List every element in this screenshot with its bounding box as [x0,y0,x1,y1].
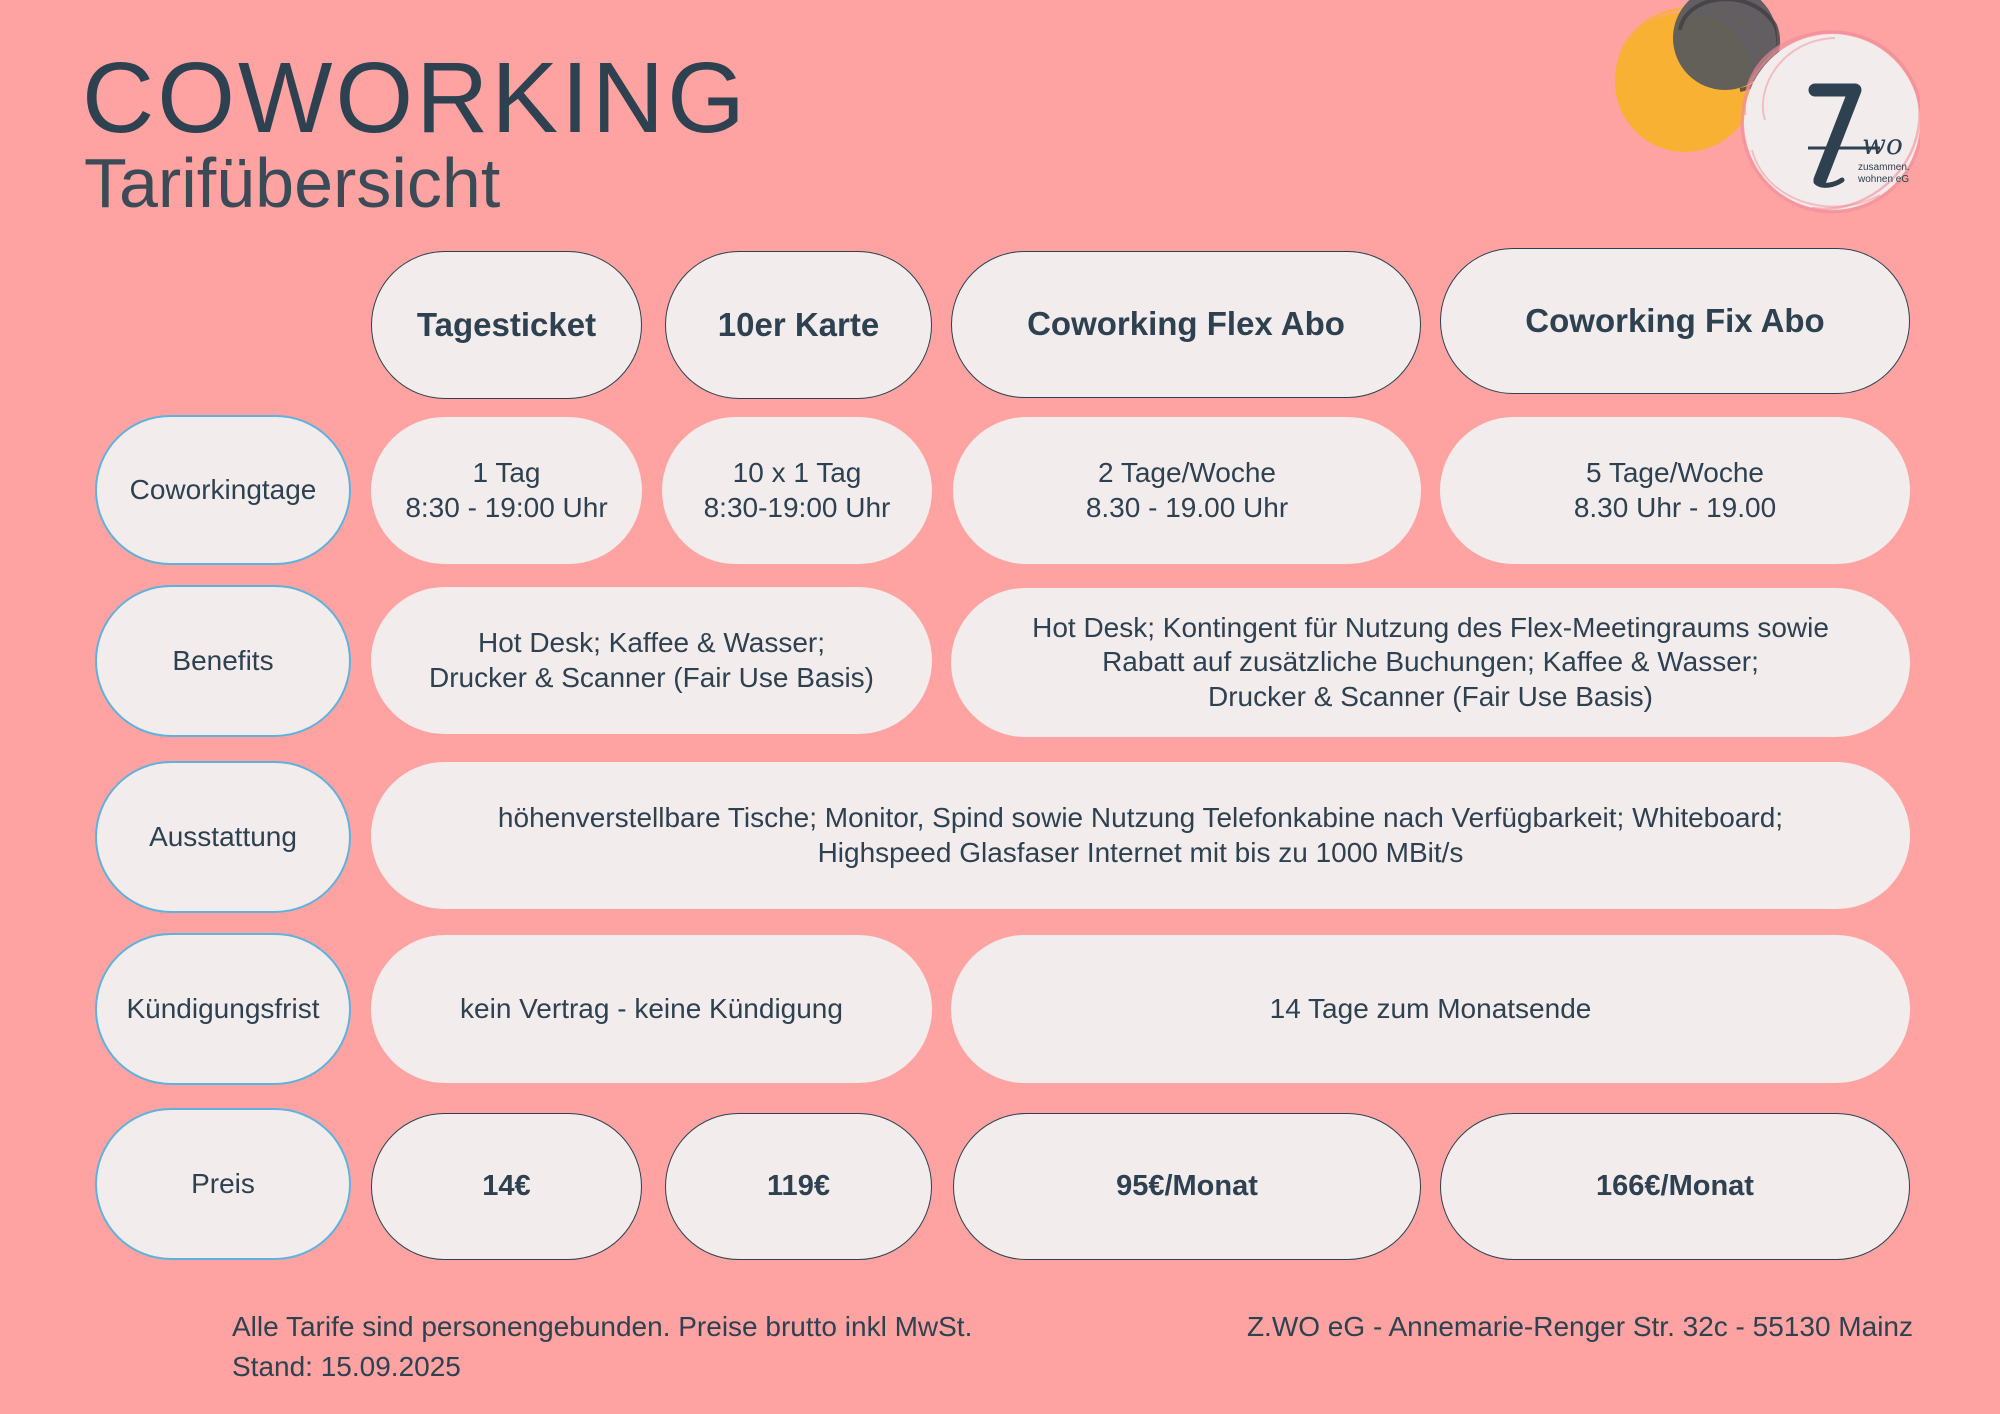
logo-tagline: zusammen. wohnen eG [1858,162,1910,185]
days-tagesticket: 1 Tag 8:30 - 19:00 Uhr [371,417,642,564]
plan-header-tagesticket: Tagesticket [371,251,642,399]
footer-date: Stand: 15.09.2025 [232,1350,461,1382]
price-tagesticket: 14€ [371,1113,642,1260]
plan-header-flex-abo: Coworking Flex Abo [951,251,1421,398]
footer-address: Z.WO eG - Annemarie-Renger Str. 32c - 55130 Mainz [1246,1311,1913,1342]
days-flex-abo: 2 Tage/Woche 8.30 - 19.00 Uhr [953,417,1421,564]
zwo-logo [1590,0,1920,230]
equipment-all: höhenverstellbare Tische; Monitor, Spind sowie Nutzung Telefonkabine nach Verfügbarkeit; Whiteboard; Highspeed Glasfaser Internet mit bis zu 1000 MBit/s [371,762,1910,909]
row-label-preis: Preis [95,1108,351,1260]
price-10er-karte: 119€ [665,1113,932,1260]
plan-header-10er-karte: 10er Karte [665,251,932,399]
plan-header-fix-abo: Coworking Fix Abo [1440,248,1910,394]
row-label-ausstattung: Ausstattung [95,761,351,913]
days-fix-abo: 5 Tage/Woche 8.30 Uhr - 19.00 [1440,417,1910,564]
benefits-basic: Hot Desk; Kaffee & Wasser; Drucker & Scanner (Fair Use Basis) [371,587,932,734]
row-label-benefits: Benefits [95,585,351,737]
price-fix-abo: 166€/Monat [1440,1113,1910,1260]
footer-note-block [232,1307,972,1387]
days-10er-karte: 10 x 1 Tag 8:30-19:00 Uhr [662,417,932,564]
benefits-abo: Hot Desk; Kontingent für Nutzung des Flex-Meetingraums sowie Rabatt auf zusätzliche Buchungen; Kaffee & Wasser; Drucker & Scanner (Fair Use Basis) [951,588,1910,737]
page-subtitle: Tarifübersicht [84,144,501,222]
page-title: COWORKING [82,42,748,154]
price-flex-abo: 95€/Monat [953,1113,1421,1260]
zwo-logo-graphic [1590,0,1920,230]
notice-abo: 14 Tage zum Monatsende [951,935,1910,1083]
row-label-kuendigungsfrist: Kündigungsfrist [95,933,351,1085]
row-label-coworkingtage: Coworkingtage [95,415,351,565]
notice-basic: kein Vertrag - keine Kündigung [371,935,932,1083]
logo-wo-letters: wo [1862,128,1903,161]
footer-note: Alle Tarife sind personengebunden. Preise brutto inkl MwSt. [232,1311,973,1342]
